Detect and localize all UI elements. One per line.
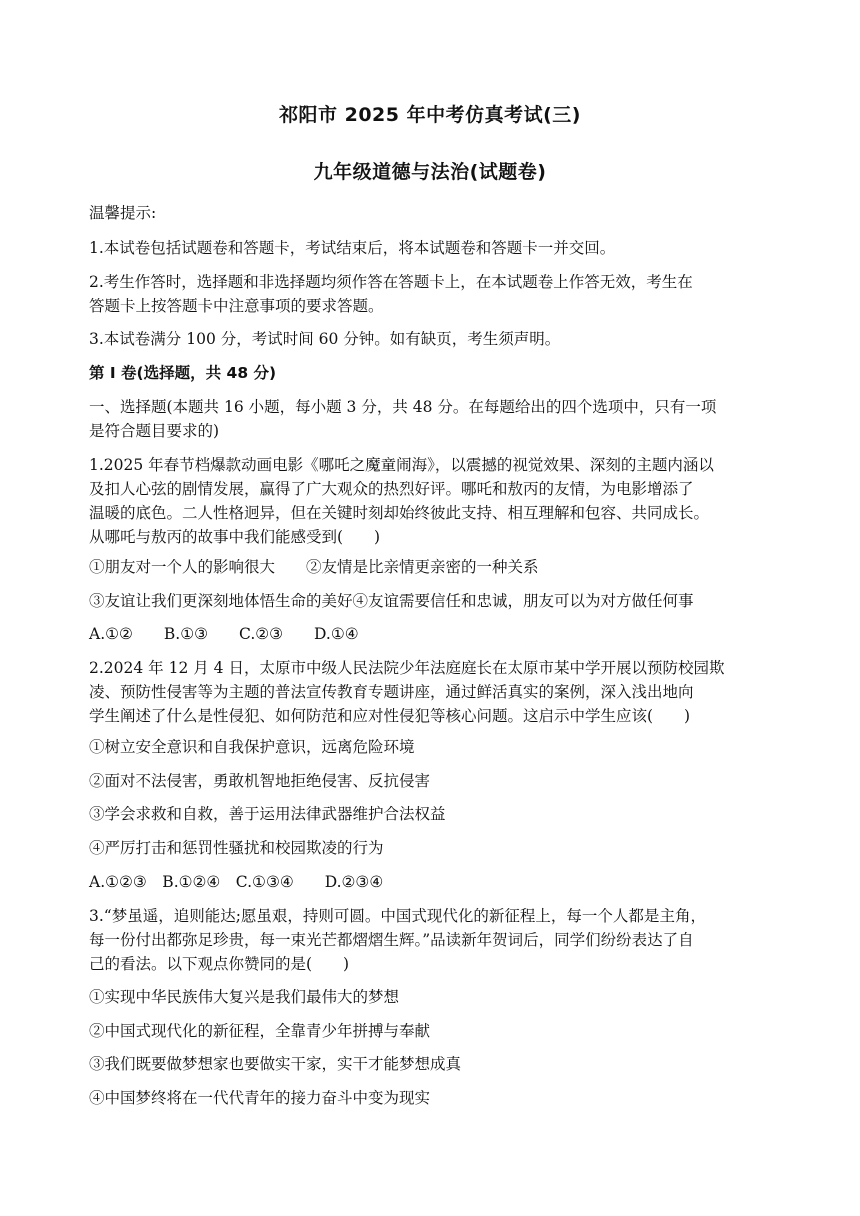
q2-choices: A.①②③ B.①②④ C.①③④ D.②③④ [89,873,384,891]
notice-item-2: 2.考生作答时，选择题和非选择题均须作答在答题卡上，在本试题卷上作答无效，考生在 [89,273,693,291]
q3-option-3: ③我们既要做梦想家也要做实干家，实干才能梦想成真 [89,1055,462,1073]
q3-option-2: ②中国式现代化的新征程，全靠青少年拼搏与奉献 [89,1022,431,1040]
section-title: 第 I 卷(选择题，共 48 分) [89,364,277,382]
exam-subtitle: 九年级道德与法治(试题卷) [313,161,547,183]
q3-stem-line-3: 己的看法。以下观点你赞同的是( ) [89,955,350,973]
q2-stem-line-2: 凌、预防性侵害等为主题的普法宣传教育专题讲座，通过鲜活真实的案例，深入浅出地向 [89,683,694,701]
q2-option-1: ①树立安全意识和自我保护意识，远离危险环境 [89,738,415,756]
q3-option-4: ④中国梦终将在一代代青年的接力奋斗中变为现实 [89,1089,431,1107]
notice-item-1: 1.本试卷包括试题卷和答题卡，考试结束后，将本试题卷和答题卡一并交回。 [89,239,616,257]
section-intro-line-1: 一、选择题(本题共 16 小题，每小题 3 分，共 48 分。在每题给出的四个选项中，只有一项 [89,398,717,416]
notice-item-3: 3.本试卷满分 100 分，考试时间 60 分钟。如有缺页，考生须声明。 [89,330,561,348]
q2-option-2: ②面对不法侵害，勇敢机智地拒绝侵害、反抗侵害 [89,772,431,790]
q1-stem-line-4: 从哪吒与敖丙的故事中我们能感受到( ) [89,528,381,546]
q2-option-3: ③学会求救和自救，善于运用法律武器维护合法权益 [89,805,446,823]
notice-item-2-cont: 答题卡上按答题卡中注意事项的要求答题。 [89,297,384,315]
notice-heading: 温馨提示: [89,204,157,222]
section-intro-line-2: 是符合题目要求的) [89,422,220,440]
q3-option-1: ①实现中华民族伟大复兴是我们最伟大的梦想 [89,988,400,1006]
q3-stem-line-1: 3.“梦虽遥，追则能达;愿虽艰，持则可圆。中国式现代化的新征程上，每一个人都是主角， [89,907,706,925]
exam-title: 祁阳市 2025 年中考仿真考试(三) [279,104,581,126]
q2-stem-line-1: 2.2024 年 12 月 4 日，太原市中级人民法院少年法庭庭长在太原市某中学开展以预防校园欺 [89,659,725,677]
q2-option-4: ④严厉打击和惩罚性骚扰和校园欺凌的行为 [89,839,384,857]
q2-stem-line-3: 学生阐述了什么是性侵犯、如何防范和应对性侵犯等核心问题。这启示中学生应该( ) [89,707,691,725]
q1-stem-line-3: 温暖的底色。二人性格迥异，但在关键时刻却始终彼此支持、相互理解和包容、共同成长。 [89,504,710,522]
q1-options-line-1: ①朋友对一个人的影响很大 ②友情是比亲情更亲密的一种关系 [89,558,539,576]
q3-stem-line-2: 每一份付出都弥足珍贵，每一束光芒都熠熠生辉。”品读新年贺词后，同学们纷纷表达了自 [89,931,694,949]
q1-stem-line-1: 1.2025 年春节档爆款动画电影《哪吒之魔童闹海》，以震撼的视觉效果、深刻的主题内涵以 [89,456,714,474]
q1-options-line-2: ③友谊让我们更深刻地体悟生命的美好④友谊需要信任和忠诚，朋友可以为对方做任何事 [89,592,694,610]
q1-stem-line-2: 及扣人心弦的剧情发展，赢得了广大观众的热烈好评。哪吒和敖丙的友情，为电影增添了 [89,480,694,498]
q1-choices: A.①② B.①③ C.②③ D.①④ [89,625,359,643]
